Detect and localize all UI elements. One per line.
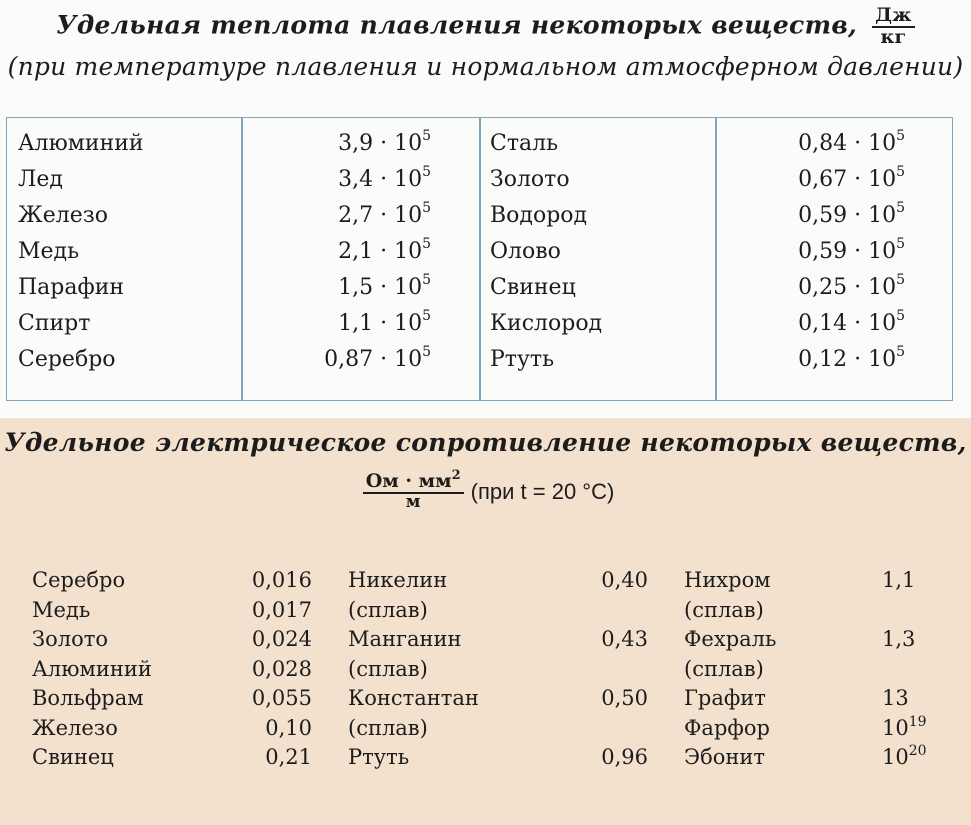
material-name: Вольфрам <box>32 686 144 710</box>
material-name: (сплав) <box>684 656 764 681</box>
res-col1-names <box>32 566 202 773</box>
resistivity-value <box>882 684 962 714</box>
value-mantissa: 3,4 · 10 <box>338 167 423 192</box>
res-col3-names <box>684 566 854 773</box>
resistivity-value <box>200 655 312 685</box>
material-name: Фехраль <box>684 627 777 651</box>
resistivity-value <box>550 566 648 596</box>
resistivity-value <box>550 714 648 744</box>
heat-value <box>715 162 905 198</box>
heat-value <box>241 162 431 198</box>
resistivity-unit-denominator: м <box>405 491 421 512</box>
resistivity-unit-numerator <box>363 468 464 494</box>
value-mantissa: 1,5 · 10 <box>338 275 423 300</box>
resistivity-value <box>550 625 648 655</box>
resistivity-value <box>550 684 648 714</box>
value-mantissa: 0,12 · 10 <box>798 347 897 372</box>
substance-name: Кислород <box>490 311 603 336</box>
value-exponent: 5 <box>896 272 905 288</box>
value-number: 0,024 <box>251 627 312 651</box>
heat-value <box>241 306 431 342</box>
value-exponent: 5 <box>422 164 431 180</box>
resistivity-value <box>550 596 648 626</box>
res-col1-values <box>200 566 312 773</box>
material-name: Медь <box>32 597 91 622</box>
material-name: Алюминий <box>32 656 152 681</box>
material-name: Константан <box>348 686 479 710</box>
heat-right-values <box>715 126 905 378</box>
value-mantissa: 2,7 · 10 <box>338 203 423 228</box>
value-exponent: 5 <box>422 236 431 252</box>
value-number: 10 <box>882 745 909 769</box>
value-exponent: 5 <box>422 128 431 144</box>
value-number: 1,1 <box>882 568 916 592</box>
res-col2-names <box>348 566 548 773</box>
table-divider <box>479 118 481 400</box>
value-number: 1,3 <box>882 627 916 651</box>
resistivity-value <box>882 655 962 685</box>
resistivity-value <box>200 625 312 655</box>
value-mantissa: 3,9 · 10 <box>338 131 423 156</box>
heat-value <box>715 198 905 234</box>
heat-table-title <box>0 6 971 48</box>
material-name: (сплав) <box>348 597 428 622</box>
substance-name: Свинец <box>490 275 576 300</box>
heat-value <box>241 126 431 162</box>
heat-left-names <box>18 126 233 378</box>
value-exponent: 20 <box>908 743 927 759</box>
resistivity-value <box>200 714 312 744</box>
material-name: Серебро <box>32 568 126 592</box>
substance-name: Парафин <box>18 275 125 300</box>
unit-numerator: Дж <box>872 6 915 28</box>
resistivity-value <box>550 743 648 773</box>
value-exponent: 5 <box>422 344 431 360</box>
substance-name: Железо <box>18 203 108 228</box>
value-mantissa: 0,84 · 10 <box>798 131 897 156</box>
value-number: 0,016 <box>251 568 312 592</box>
heat-value <box>241 270 431 306</box>
value-exponent: 19 <box>908 713 927 730</box>
resistivity-unit <box>0 468 971 512</box>
material-name: Манганин <box>348 627 462 651</box>
value-exponent: 5 <box>422 308 431 324</box>
value-mantissa: 0,67 · 10 <box>798 167 897 192</box>
material-name: Эбонит <box>684 745 765 769</box>
substance-name: Серебро <box>18 347 116 372</box>
substance-name: Алюминий <box>18 131 144 156</box>
unit-num-text: Ом · мм <box>365 470 452 492</box>
heat-right-names <box>490 126 705 378</box>
heat-table <box>6 117 953 401</box>
resistivity-value <box>882 566 962 596</box>
heat-value <box>241 234 431 270</box>
heat-table-subtitle: (при температуре плавления и нормальном атмосферном давлении) <box>7 52 964 81</box>
resistivity-section <box>0 418 971 825</box>
material-name: Фарфор <box>684 715 770 740</box>
value-number: 0,40 <box>601 568 648 592</box>
heat-value <box>715 306 905 342</box>
material-name: Золото <box>32 627 108 651</box>
resistivity-table-title: Удельное электрическое сопротивление некоторых веществ, <box>4 428 967 457</box>
substance-name: Золото <box>490 167 570 192</box>
material-name: Свинец <box>32 745 114 769</box>
resistivity-value <box>200 596 312 626</box>
material-name: Ртуть <box>348 745 410 769</box>
resistivity-value <box>882 625 962 655</box>
substance-name: Лед <box>18 167 63 192</box>
substance-name: Водород <box>490 203 588 228</box>
value-number: 10 <box>882 715 909 740</box>
substance-name: Медь <box>18 239 80 264</box>
material-name: (сплав) <box>684 597 764 622</box>
resistivity-value <box>882 743 962 773</box>
unit-num-exp: 2 <box>451 468 461 483</box>
heat-value <box>715 270 905 306</box>
material-name: (сплав) <box>348 715 428 740</box>
material-name: Никелин <box>348 568 448 592</box>
value-exponent: 5 <box>896 164 905 180</box>
substance-name: Спирт <box>18 311 91 336</box>
heat-value <box>715 234 905 270</box>
value-exponent: 5 <box>896 200 905 216</box>
heat-value <box>715 342 905 378</box>
value-mantissa: 0,59 · 10 <box>798 239 897 264</box>
value-number: 0,96 <box>601 745 648 769</box>
material-name: Нихром <box>684 568 771 592</box>
value-mantissa: 0,59 · 10 <box>798 203 897 228</box>
heat-left-values <box>241 126 431 378</box>
value-number: 0,017 <box>251 597 312 622</box>
heat-value <box>715 126 905 162</box>
value-mantissa: 2,1 · 10 <box>338 239 423 264</box>
resistivity-value <box>550 655 648 685</box>
value-number: 0,21 <box>265 745 312 769</box>
value-exponent: 5 <box>422 200 431 216</box>
resistivity-value <box>200 743 312 773</box>
substance-name: Олово <box>490 239 561 264</box>
value-number: 0,055 <box>251 686 312 710</box>
resistivity-value <box>200 684 312 714</box>
temperature-condition: (при t = 20 °C) <box>470 478 615 504</box>
res-col2-values <box>550 566 648 773</box>
substance-name: Ртуть <box>490 347 555 372</box>
value-exponent: 5 <box>896 344 905 360</box>
value-mantissa: 0,87 · 10 <box>324 347 423 372</box>
value-number: 0,50 <box>601 686 648 710</box>
value-exponent: 5 <box>896 308 905 324</box>
resistivity-value <box>882 714 962 744</box>
material-name: (сплав) <box>348 656 428 681</box>
value-exponent: 5 <box>422 272 431 288</box>
resistivity-value <box>882 596 962 626</box>
value-number: 13 <box>882 686 909 710</box>
value-exponent: 5 <box>896 128 905 144</box>
value-number: 0,028 <box>251 656 312 681</box>
material-name: Железо <box>32 715 118 740</box>
value-number: 0,10 <box>265 715 312 740</box>
unit-denominator: кг <box>880 25 907 48</box>
heat-value <box>241 198 431 234</box>
value-mantissa: 0,14 · 10 <box>798 311 897 336</box>
value-exponent: 5 <box>896 236 905 252</box>
value-mantissa: 1,1 · 10 <box>338 311 423 336</box>
heat-title-text: Удельная теплота плавления некоторых веществ, <box>56 10 858 40</box>
material-name: Графит <box>684 686 766 710</box>
value-number: 0,43 <box>601 627 648 651</box>
resistivity-unit-fraction <box>363 468 464 512</box>
value-mantissa: 0,25 · 10 <box>798 275 897 300</box>
heat-value <box>241 342 431 378</box>
res-col3-values <box>882 566 962 773</box>
resistivity-value <box>200 566 312 596</box>
substance-name: Сталь <box>490 131 559 156</box>
unit-fraction <box>872 6 915 48</box>
